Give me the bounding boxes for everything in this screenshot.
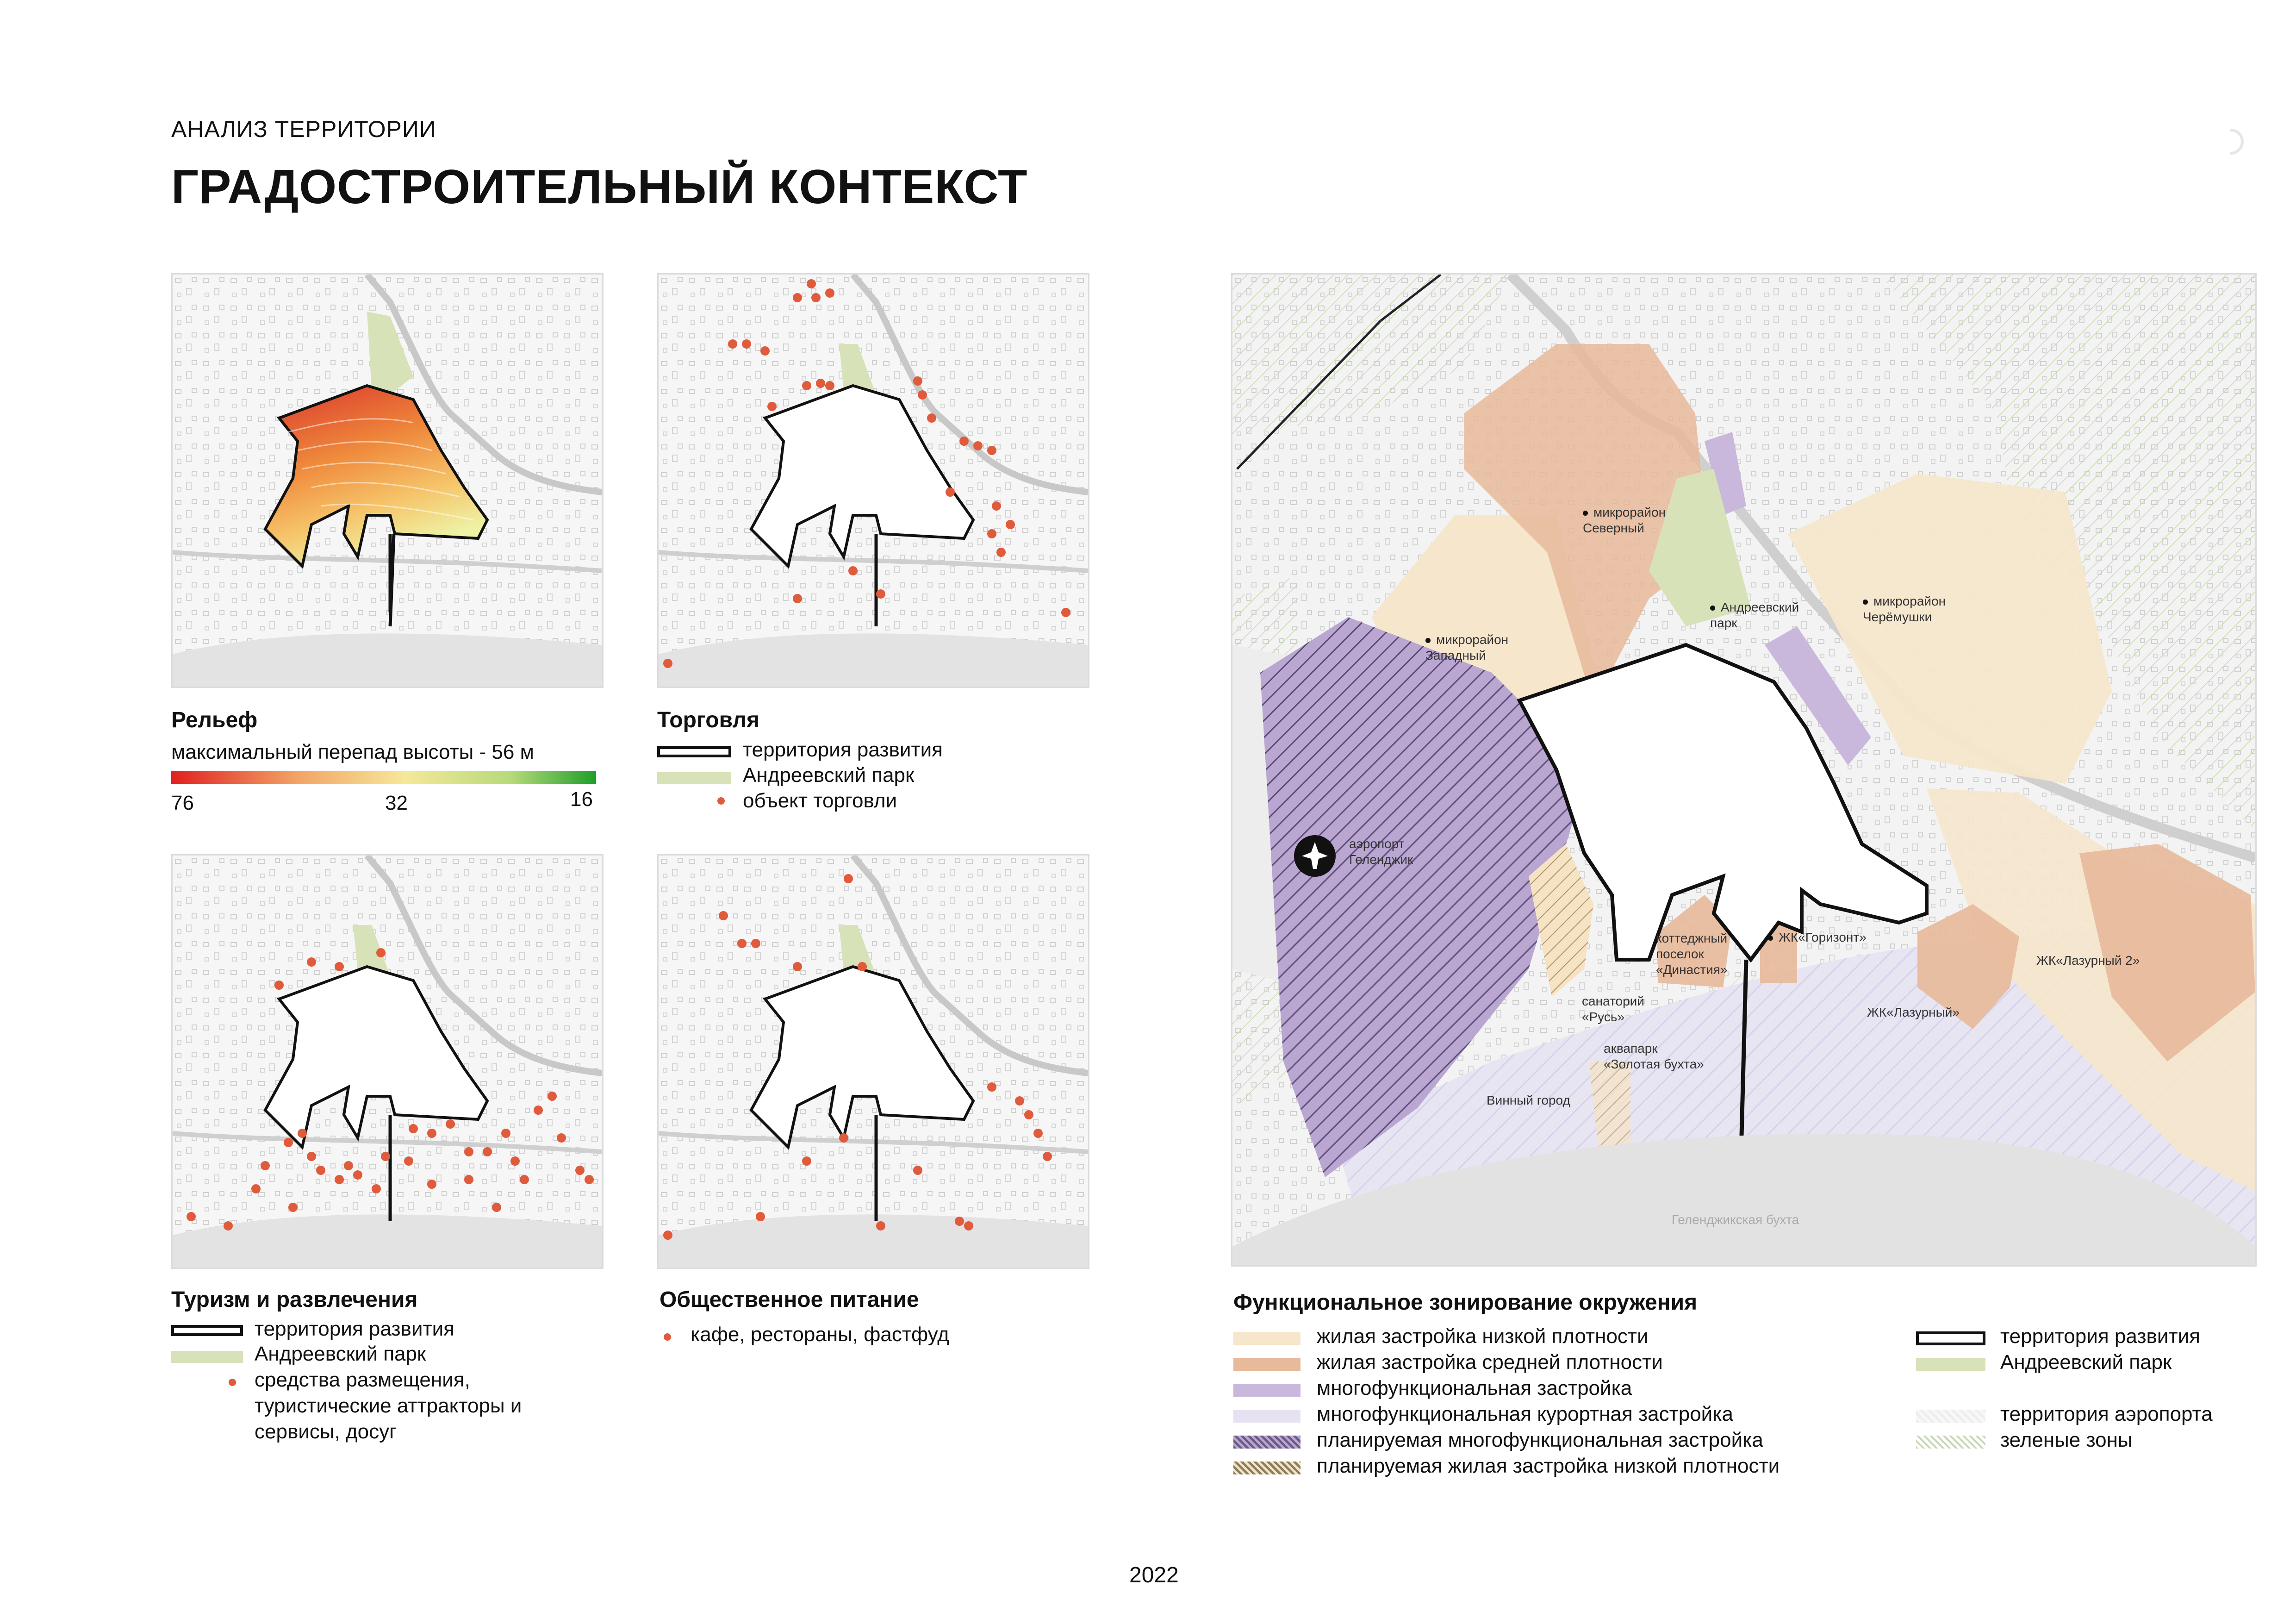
legend-low-density: жилая застройка низкой плотности	[1317, 1325, 1649, 1348]
swatch-multifunctional	[1233, 1384, 1300, 1397]
swatch-green-zones	[1916, 1436, 1985, 1449]
food-caption: Общественное питание	[660, 1287, 919, 1312]
location-dot-icon	[1863, 600, 1868, 605]
relief-scale-min: 16	[570, 788, 593, 811]
corner-mark-icon	[2230, 129, 2244, 155]
trade-map	[657, 273, 1089, 688]
swatch-low-density	[1233, 1332, 1300, 1345]
trade-legend-boundary: территория развития	[743, 738, 943, 761]
tourism-legend-line-2: туристические аттракторы и	[255, 1394, 522, 1417]
label-bay: Геленджикская бухта	[1672, 1212, 1799, 1227]
label-lazurny: ЖК«Лазурный»	[1867, 1005, 1960, 1019]
swatch-development-boundary	[1916, 1331, 1985, 1345]
tourism-legend-line-3: сервисы, досуг	[255, 1420, 397, 1443]
food-legend-point: кафе, рестораны, фастфуд	[691, 1323, 949, 1346]
label-lazurny2: ЖК«Лазурный 2»	[2036, 953, 2140, 968]
legend-development-boundary: территория развития	[2000, 1325, 2201, 1348]
trade-legend-point: объект торговли	[743, 789, 897, 812]
page-title: ГРАДОСТРОИТЕЛЬНЫЙ КОНТЕКСТ	[171, 160, 1028, 214]
label-rus: санаторий «Русь»	[1582, 994, 1644, 1024]
park-swatch	[657, 772, 731, 784]
relief-color-scale	[171, 771, 596, 784]
legend-green-zones: зеленые зоны	[2000, 1429, 2133, 1451]
swatch-park	[1916, 1358, 1985, 1371]
zoning-map	[1231, 273, 2257, 1267]
label-vinny: Винный город	[1487, 1093, 1570, 1107]
location-dot-icon	[1583, 511, 1588, 516]
legend-planned-multifunctional: планируемая многофункциональная застройка	[1317, 1429, 1763, 1451]
location-dot-icon	[1710, 606, 1715, 611]
relief-map	[171, 273, 604, 688]
swatch-planned-low-density	[1233, 1462, 1300, 1474]
tourism-point-icon	[229, 1379, 236, 1386]
boundary-swatch	[171, 1325, 243, 1336]
location-dot-icon	[1425, 638, 1431, 643]
trade-caption: Торговля	[657, 708, 759, 732]
food-point-icon	[664, 1333, 671, 1341]
zoning-caption: Функциональное зонирование окружения	[1233, 1290, 1698, 1315]
tourism-legend-line-1: средства размещения,	[255, 1368, 470, 1391]
label-gorizont: ЖК«Горизонт»	[1768, 930, 1867, 945]
swatch-medium-density	[1233, 1358, 1300, 1371]
legend-multifunctional: многофункциональная застройка	[1317, 1377, 1632, 1399]
label-andreevsky: Андреевский парк	[1710, 600, 1799, 630]
swatch-resort	[1233, 1410, 1300, 1423]
label-dinastiya: коттеджный поселок «Династия»	[1656, 931, 1728, 977]
trade-legend-park: Андреевский парк	[743, 764, 915, 787]
boundary-swatch	[657, 746, 731, 757]
swatch-planned-multifunctional	[1233, 1436, 1300, 1449]
label-cheremushki: микрорайон Черёмушки	[1863, 594, 1946, 624]
label-akvapark: аквапарк «Золотая бухта»	[1604, 1041, 1704, 1071]
footer-year: 2022	[1129, 1563, 1179, 1587]
trade-point-icon	[717, 797, 725, 805]
relief-scale-max: 76	[171, 792, 194, 814]
section-subtitle: АНАЛИЗ ТЕРРИТОРИИ	[171, 116, 436, 142]
legend-park: Андреевский парк	[2000, 1351, 2172, 1374]
legend-airport: территория аэропорта	[2000, 1403, 2213, 1425]
tourism-map	[171, 854, 604, 1269]
legend-planned-low-density: планируемая жилая застройка низкой плотности	[1317, 1455, 1780, 1477]
park-swatch	[171, 1351, 243, 1363]
relief-description: максимальный перепад высоты - 56 м	[171, 741, 534, 763]
food-map	[657, 854, 1089, 1269]
label-zapadny: микрорайон Западный	[1425, 632, 1509, 662]
legend-medium-density: жилая застройка средней плотности	[1317, 1351, 1663, 1374]
tourism-legend-park: Андреевский парк	[255, 1343, 426, 1365]
tourism-caption: Туризм и развлечения	[171, 1287, 418, 1312]
label-severny: микрорайон Северный	[1583, 505, 1666, 535]
tourism-legend-boundary: территория развития	[255, 1318, 455, 1340]
relief-scale-mid: 32	[385, 792, 408, 814]
location-dot-icon	[1768, 936, 1773, 941]
relief-caption: Рельеф	[171, 708, 258, 732]
legend-resort: многофункциональная курортная застройка	[1317, 1403, 1733, 1425]
swatch-airport	[1916, 1410, 1985, 1423]
label-airport: аэропорт Геленджик	[1349, 837, 1413, 867]
